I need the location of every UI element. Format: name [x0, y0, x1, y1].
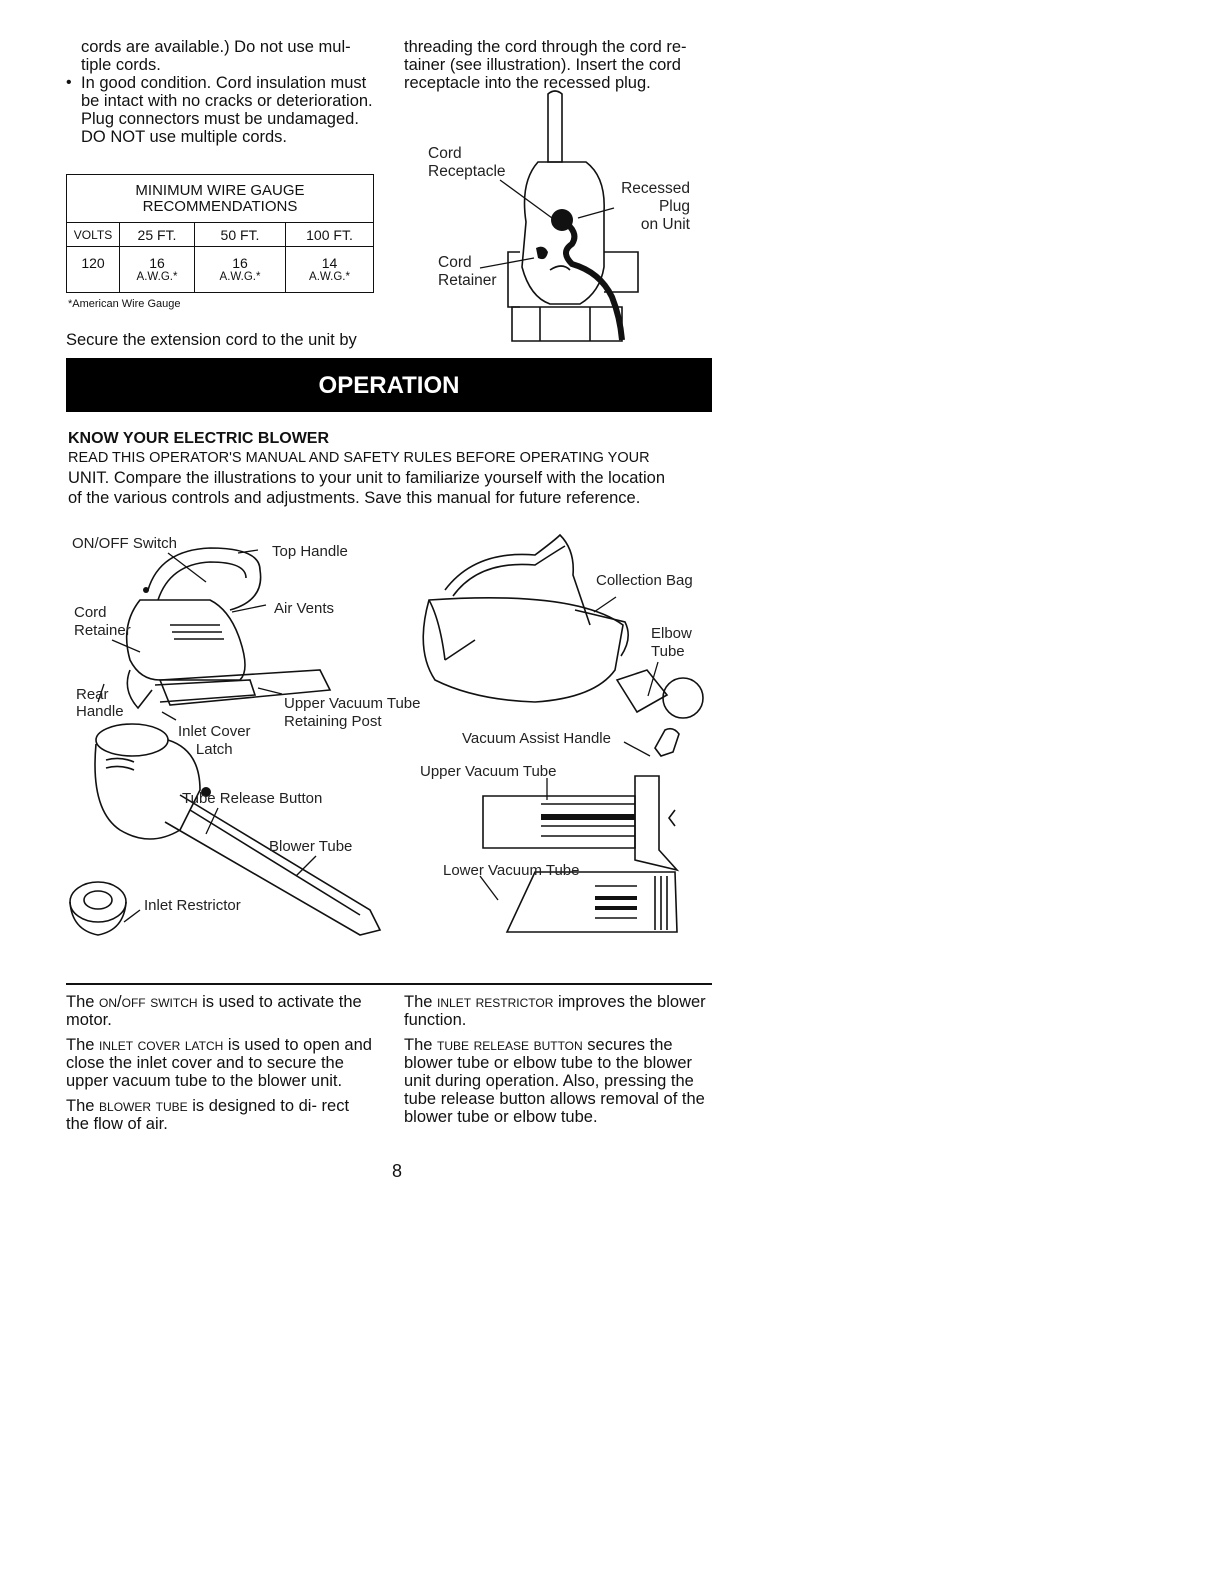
label-retainer: Retainer: [74, 622, 131, 639]
restrictor-term: inlet restrictor: [437, 993, 554, 1011]
know-line1: READ THIS OPERATOR'S MANUAL AND SAFETY RULES BEFORE OPERATING YOUR: [68, 450, 650, 466]
blower-pre: The: [66, 1097, 100, 1115]
gauge-25-unit: A.W.G.*: [136, 271, 178, 283]
label-top-handle: Top Handle: [272, 543, 348, 560]
latch-pre: The: [66, 1036, 100, 1054]
label-cord: Cord: [74, 604, 107, 621]
blower-post: is designed to di- rect the flow of air.: [66, 1097, 350, 1133]
bullet-dot: •: [66, 74, 72, 91]
threading-paragraph: threading the cord through the cord re- tainer (see illustration). Insert the cord receptacle into the recessed plug.: [404, 38, 687, 92]
restrictor-pre: The: [404, 993, 438, 1011]
label-elbow: Elbow: [651, 625, 692, 642]
release-term: tube release button: [437, 1036, 583, 1054]
label-cord-receptacle-1: Cord: [428, 145, 462, 162]
inlet-restrictor-description: [404, 993, 712, 1029]
label-recessed-plug-1: Recessed: [621, 180, 690, 197]
release-post: secures the blower tube or elbow tube to the blower unit during operation. Also, pressing the tube release button allows removal of the blower tube or elbow tube.: [404, 1036, 705, 1126]
blower-term: blower tube: [99, 1097, 188, 1115]
label-cord-retainer-top-2: Retainer: [438, 272, 497, 289]
gauge-50: 16: [232, 255, 248, 271]
label-retaining-post: Retaining Post: [284, 713, 382, 730]
table-header-25ft: 25 FT.: [120, 223, 195, 247]
know-line3: of the various controls and adjustments. Save this manual for future reference.: [68, 489, 641, 507]
label-lower-vacuum-tube: Lower Vacuum Tube: [443, 862, 580, 879]
bottom-left-column: [66, 993, 376, 1133]
release-pre: The: [404, 1036, 438, 1054]
label-latch: Latch: [195, 741, 233, 758]
table-footnote: *American Wire Gauge: [68, 298, 181, 310]
section-divider: [66, 983, 712, 985]
gauge-100-unit: A.W.G.*: [309, 271, 350, 283]
label-inlet-cover: Inlet Cover: [178, 723, 251, 740]
table-header-volts: VOLTS: [67, 223, 120, 247]
know-heading: KNOW YOUR ELECTRIC BLOWER: [68, 430, 330, 447]
label-elbow-tube: [651, 625, 692, 661]
latch-term: inlet cover latch: [99, 1036, 224, 1054]
on-off-post: is used to activate the motor.: [66, 993, 362, 1029]
operation-banner: OPERATION: [66, 358, 712, 412]
label-vacuum-assist-handle: Vacuum Assist Handle: [462, 730, 611, 747]
know-line2: UNIT. Compare the illustrations to your unit to familiarize yourself with the location: [68, 469, 666, 487]
latch-post: is used to open and close the inlet cover and to secure the upper vacuum tube to the blower unit.: [66, 1036, 372, 1090]
bullet-text: In good condition. Cord insulation must be intact with no cracks or deterioration. Plug connectors must be undamaged. DO NOT use multiple cords.: [81, 74, 373, 146]
label-cord-receptacle-2: Receptacle: [428, 163, 506, 180]
gauge-100: 14: [321, 255, 338, 271]
label-air-vents: Air Vents: [274, 600, 335, 617]
table-title-line1: MINIMUM WIRE GAUGE: [135, 181, 305, 199]
secure-text: Secure the extension cord to the unit by: [66, 331, 357, 349]
tube-release-description: [404, 1036, 712, 1126]
page-number: 8: [392, 1161, 403, 1181]
restrictor-post: improves the blower function.: [404, 993, 706, 1029]
label-inlet-restrictor: Inlet Restrictor: [144, 897, 241, 914]
label-rear: Rear: [76, 686, 109, 703]
on-off-term: on/off switch: [99, 993, 198, 1011]
table-header-50ft: 50 FT.: [195, 223, 286, 247]
table-cell-volts: 120: [67, 247, 120, 293]
label-collection-bag: Collection Bag: [596, 572, 693, 589]
label-tube: Tube: [651, 643, 685, 660]
label-cord-retainer-top-1: Cord: [438, 254, 472, 271]
label-recessed-plug-3: on Unit: [640, 216, 690, 233]
label-blower-tube: Blower Tube: [269, 838, 353, 855]
blower-tube-description: [66, 1097, 376, 1133]
on-off-pre: The: [66, 993, 100, 1011]
bottom-right-column: [404, 993, 712, 1126]
label-handle: Handle: [76, 703, 124, 720]
on-off-switch-description: [66, 993, 376, 1029]
label-tube-release-button: Tube Release Button: [182, 790, 323, 807]
inlet-cover-latch-description: [66, 1036, 376, 1090]
gauge-25: 16: [149, 255, 165, 271]
label-upper-vacuum-tube-right: Upper Vacuum Tube: [420, 763, 557, 780]
label-recessed-plug-2: Plug: [658, 198, 690, 215]
table-header-100ft: 100 FT.: [286, 223, 374, 247]
gauge-50-unit: A.W.G.*: [219, 271, 261, 283]
table-title-line2: RECOMMENDATIONS: [142, 197, 298, 215]
continuation-paragraph: cords are available.) Do not use mul- tiple cords.: [81, 38, 351, 74]
label-on-off-switch: ON/OFF Switch: [72, 535, 178, 552]
label-upper-vacuum-tube: Upper Vacuum Tube: [284, 695, 421, 712]
